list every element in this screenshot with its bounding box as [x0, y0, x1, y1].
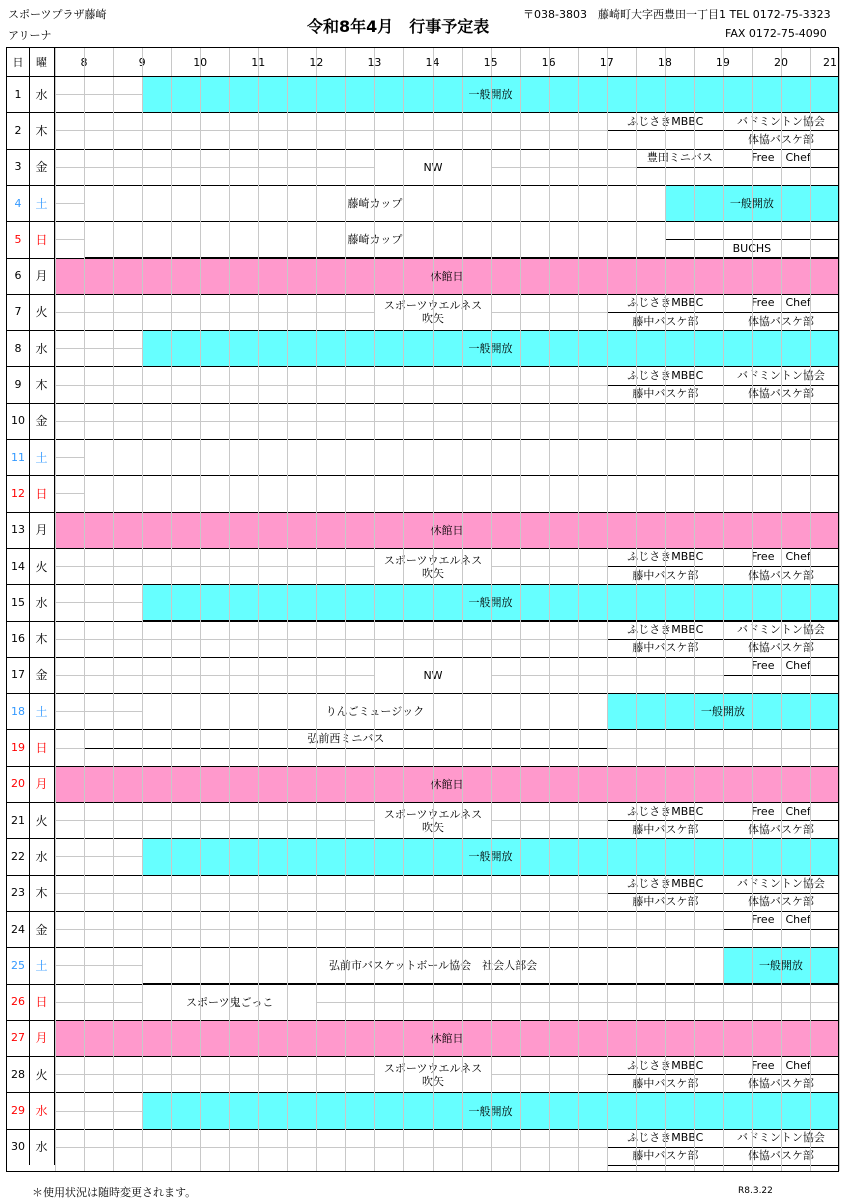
day-number: 17	[11, 668, 25, 682]
weekday-label: 水	[35, 1104, 48, 1119]
event-label: NW	[423, 160, 443, 174]
weekday-label: 木	[35, 123, 48, 138]
event-label: バドミントン協会	[737, 368, 825, 382]
day-number: 9	[14, 378, 22, 392]
footer-note: ＊使用状況は随時変更されます。	[32, 1186, 197, 1199]
event-label: バドミントン協会	[737, 114, 825, 128]
event-block	[636, 149, 724, 168]
hour-label: 14	[425, 56, 440, 69]
event-label: 藤中バスケ部	[632, 1149, 699, 1163]
weekday-label: 月	[35, 777, 48, 792]
half-hour-gridline	[520, 48, 521, 1171]
weekday-label: 金	[35, 668, 48, 683]
event-label: BUCHS	[732, 241, 772, 255]
weekday-label: 金	[35, 922, 48, 937]
half-hour-gridline	[258, 48, 259, 1171]
half-hour-gridline	[433, 48, 434, 1171]
day-number: 12	[11, 486, 25, 500]
day-number: 13	[11, 523, 25, 537]
day-number: 27	[11, 1031, 25, 1045]
half-hour-gridline	[810, 48, 811, 1171]
event-label: 一般開放	[700, 705, 745, 719]
row-midline	[55, 929, 838, 930]
event-label: Free Chef	[751, 550, 811, 564]
date-column-header: 日	[12, 56, 24, 69]
half-hour-gridline	[316, 48, 317, 1171]
event-label: 一般開放	[468, 342, 513, 356]
weekday-label: 水	[35, 849, 48, 864]
event-label: スポーツウエルネス 吹矢	[383, 299, 483, 326]
day-number: 22	[11, 849, 25, 863]
weekday-label: 火	[35, 559, 48, 574]
column-separator	[29, 48, 30, 1165]
event-label: ふじさきMBBC	[627, 623, 704, 637]
event-label: 豊田ミニバス	[646, 151, 713, 165]
event-label: 藤中バスケ部	[632, 568, 699, 582]
day-number: 21	[11, 813, 25, 827]
hour-label: 11	[251, 56, 266, 69]
half-hour-gridline	[374, 48, 375, 1171]
event-label: ふじさきMBBC	[627, 877, 704, 891]
half-hour-gridline	[142, 48, 143, 1171]
day-number: 2	[14, 123, 22, 137]
event-label: 休館日	[430, 523, 464, 537]
schedule-grid	[6, 47, 839, 1172]
weekday-label: 月	[35, 1031, 48, 1046]
weekday-label: 木	[35, 632, 48, 647]
page-title: 令和8年4月 行事予定表	[307, 17, 490, 36]
weekday-label: 土	[35, 704, 48, 719]
fax-line: FAX 0172-75-4090	[725, 27, 827, 40]
half-hour-gridline	[287, 48, 288, 1171]
weekday-label: 木	[35, 378, 48, 393]
event-label: 藤中バスケ部	[632, 314, 699, 328]
half-hour-gridline	[84, 48, 85, 1171]
hour-label: 9	[138, 56, 146, 69]
day-number: 26	[11, 995, 25, 1009]
event-label: バドミントン協会	[737, 1131, 825, 1145]
event-label: 一般開放	[758, 959, 803, 973]
half-hour-gridline	[549, 48, 550, 1171]
event-label: 弘前西ミニバス	[307, 731, 385, 745]
half-hour-gridline	[403, 48, 404, 1171]
event-label: 体協バスケ部	[747, 1076, 814, 1090]
day-number: 25	[11, 958, 25, 972]
event-label: りんごミュージック	[325, 705, 425, 719]
weekday-label: 土	[35, 958, 48, 973]
weekday-label: 火	[35, 305, 48, 320]
day-number: 15	[11, 595, 25, 609]
event-label: ふじさきMBBC	[627, 550, 704, 564]
hour-label: 17	[599, 56, 614, 69]
hour-label: 10	[193, 56, 208, 69]
weekday-column-header: 曜	[36, 56, 47, 69]
hour-label: 13	[367, 56, 382, 69]
row-midline	[55, 421, 838, 422]
event-label: 藤中バスケ部	[632, 895, 699, 909]
day-number: 19	[11, 741, 25, 755]
event-label: 休館日	[430, 269, 464, 283]
half-hour-gridline	[200, 48, 201, 1171]
half-hour-gridline	[462, 48, 463, 1171]
day-number: 5	[14, 232, 22, 246]
event-label: 一般開放	[468, 1104, 513, 1118]
facility-name: スポーツプラザ藤崎	[8, 8, 107, 21]
hour-label: 21	[823, 56, 837, 69]
half-hour-gridline	[607, 48, 608, 1171]
event-label: スポーツウエルネス 吹矢	[383, 553, 483, 580]
weekday-label: 火	[35, 1067, 48, 1082]
closed-day-block	[55, 766, 839, 803]
column-separator	[54, 48, 55, 1165]
event-label: Free Chef	[751, 804, 811, 818]
weekday-label: 日	[35, 741, 48, 756]
day-number: 20	[11, 777, 25, 791]
day-number: 7	[14, 305, 22, 319]
day-number: 1	[14, 87, 22, 101]
event-label: スポーツウエルネス 吹矢	[383, 807, 483, 834]
event-label: 体協バスケ部	[747, 387, 814, 401]
room-name: アリーナ	[8, 29, 52, 42]
event-label: ふじさきMBBC	[627, 296, 704, 310]
hour-label: 8	[80, 56, 88, 69]
half-hour-gridline	[578, 48, 579, 1171]
event-label: 藤崎カップ	[347, 197, 403, 211]
day-number: 4	[14, 196, 22, 210]
event-label: ふじさきMBBC	[627, 114, 704, 128]
weekday-label: 金	[35, 160, 48, 175]
weekday-label: 金	[35, 414, 48, 429]
event-label: Free Chef	[751, 1058, 811, 1072]
half-hour-gridline	[345, 48, 346, 1171]
event-label: Free Chef	[751, 296, 811, 310]
event-label: 体協バスケ部	[747, 1149, 814, 1163]
day-number: 28	[11, 1067, 25, 1081]
event-label: 体協バスケ部	[747, 133, 814, 146]
event-label: 一般開放	[729, 197, 774, 211]
day-number: 14	[11, 559, 25, 573]
half-hour-gridline	[171, 48, 172, 1171]
weekday-label: 月	[35, 269, 48, 284]
event-label: Free Chef	[751, 913, 811, 927]
weekday-label: 日	[35, 486, 48, 501]
hour-label: 12	[309, 56, 324, 69]
weekday-label: 土	[35, 196, 48, 211]
event-label: 藤崎カップ	[347, 233, 403, 247]
hour-label: 19	[715, 56, 730, 69]
day-number: 29	[11, 1104, 25, 1118]
weekday-label: 土	[35, 450, 48, 465]
day-number: 30	[11, 1140, 25, 1154]
day-number: 6	[14, 269, 22, 283]
day-number: 3	[14, 160, 22, 174]
event-label: スポーツ鬼ごっこ	[186, 995, 274, 1009]
event-label: 体協バスケ部	[747, 895, 814, 909]
half-hour-gridline	[229, 48, 230, 1171]
day-number: 16	[11, 632, 25, 646]
event-label: ふじさきMBBC	[627, 804, 704, 818]
hour-label: 15	[483, 56, 498, 69]
header-separator	[7, 76, 838, 77]
day-number: 10	[11, 414, 25, 428]
event-label: ふじさきMBBC	[627, 1131, 704, 1145]
weekday-label: 水	[35, 595, 48, 610]
event-label: 休館日	[430, 1031, 464, 1045]
half-hour-gridline	[752, 48, 753, 1171]
event-label: ふじさきMBBC	[627, 368, 704, 382]
closed-day-block	[55, 512, 839, 549]
event-label: 藤中バスケ部	[632, 387, 699, 401]
weekday-label: 日	[35, 995, 48, 1010]
event-label: 藤中バスケ部	[632, 1076, 699, 1090]
weekday-label: 水	[35, 341, 48, 356]
event-label: 一般開放	[468, 850, 513, 864]
event-label: スポーツウエルネス 吹矢	[383, 1061, 483, 1088]
half-hour-gridline	[491, 48, 492, 1171]
weekday-label: 火	[35, 813, 48, 828]
day-number: 24	[11, 922, 25, 936]
event-label: 体協バスケ部	[747, 568, 814, 582]
event-label: 体協バスケ部	[747, 822, 814, 836]
event-label: 一般開放	[468, 88, 513, 102]
weekday-label: 月	[35, 523, 48, 538]
half-hour-gridline	[694, 48, 695, 1171]
event-label: 体協バスケ部	[747, 641, 814, 655]
hour-label: 18	[657, 56, 672, 69]
weekday-label: 水	[35, 87, 48, 102]
half-hour-gridline	[723, 48, 724, 1171]
event-label: 藤中バスケ部	[632, 641, 699, 655]
address-line: 〒038-3803 藤崎町大字西豊田一丁目1 TEL 0172-75-3323	[523, 8, 831, 21]
weekday-label: 水	[35, 1140, 48, 1155]
event-label: 藤中バスケ部	[632, 822, 699, 836]
hour-label: 20	[774, 56, 788, 69]
day-number: 8	[14, 341, 22, 355]
day-number: 11	[11, 450, 25, 464]
event-label: バドミントン協会	[737, 877, 825, 891]
event-label: 体協バスケ部	[747, 314, 814, 328]
half-hour-gridline	[55, 48, 56, 1171]
event-label: 休館日	[430, 777, 464, 791]
event-label: バドミントン協会	[737, 623, 825, 637]
half-hour-gridline	[781, 48, 782, 1171]
revision-date: R8.3.22	[738, 1186, 773, 1196]
event-label: NW	[423, 668, 443, 682]
day-number: 23	[11, 886, 25, 900]
half-hour-gridline	[665, 48, 666, 1171]
day-number: 18	[11, 704, 25, 718]
event-label: 弘前市バスケットボール協会 社会人部会	[328, 959, 538, 973]
event-label: ふじさきMBBC	[627, 1058, 704, 1072]
event-label: Free Chef	[751, 659, 811, 673]
event-label: 一般開放	[468, 596, 513, 610]
closed-day-block	[55, 1020, 839, 1057]
hour-label: 16	[541, 56, 556, 69]
half-hour-gridline	[839, 48, 840, 1171]
half-hour-gridline	[113, 48, 114, 1171]
weekday-label: 日	[35, 232, 48, 247]
closed-day-block	[55, 258, 839, 295]
half-hour-gridline	[636, 48, 637, 1171]
event-label: Free Chef	[751, 151, 811, 165]
weekday-label: 木	[35, 886, 48, 901]
